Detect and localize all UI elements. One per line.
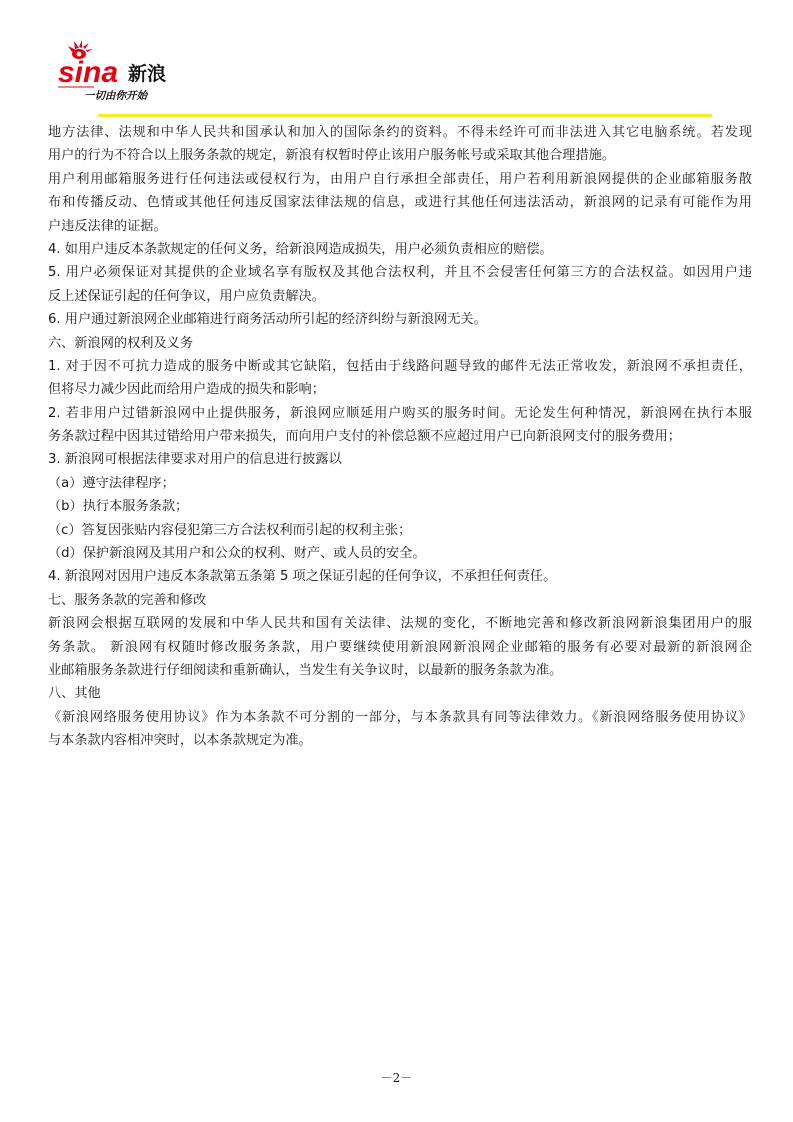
text-line: 反上述保证引起的任何争议，用户应负责解决。 [48,288,325,304]
text-line: 布和传播反动、色情或其他任何违反国家法律法规的信息，或进行其他任何违法活动，新浪网的记录有可能作为用 [48,195,752,211]
text-line: 《新浪网络服务使用协议》作为本条款不可分割的一部分，与本条款具有同等法律效力。《新浪网络服务使用协议》 [48,709,752,725]
text-line: 地方法律、法规和中华人民共和国承认和加入的国际条约的资料。不得未经许可而非法进入其它电脑系统。若发现 [48,125,752,140]
text-line: 1. 对于因不可抗力造成的服务中断或其它缺陷，包括由于线路问题导致的邮件无法正常收发，新浪网不承担责任， [48,358,752,374]
text-line: （a）遵守法律程序； [48,475,175,491]
sina-logo [54,38,194,108]
header-rule [98,114,712,117]
svg-text:新浪: 新浪 [128,63,167,85]
text-line: 八、其他 [48,686,101,702]
page-number: －2－ [380,1071,413,1085]
text-line: 但将尽力减少因此而给用户造成的损失和影响； [48,382,325,398]
text-line: （c）答复因张贴内容侵犯第三方合法权利而引起的权利主张； [48,522,412,538]
text-line: 3. 新浪网可根据法律要求对用户的信息进行披露以 [48,452,342,468]
document-body [48,121,752,753]
text-line: （d）保护新浪网及其用户和公众的权利、财产、或人员的安全。 [48,546,426,562]
svg-text:一切由你开始: 一切由你开始 [84,90,147,102]
text-line: 4. 新浪网对因用户违反本条款第五条第 5 项之保证引起的任何争议，不承担任何责任。 [48,569,557,585]
text-line: 用户利用邮箱服务进行任何违法或侵权行为，由用户自行承担全部责任，用户若利用新浪网提供的企业邮箱服务散 [48,171,752,187]
text-line: 2. 若非用户过错新浪网中止提供服务，新浪网应顺延用户购买的服务时间。无论发生何种情况，新浪网在执行本服 [48,405,752,421]
text-line: 6. 用户通过新浪网企业邮箱进行商务活动所引起的经济纠纷与新浪网无关。 [48,312,487,328]
text-line: 六、新浪网的权利及义务 [48,335,194,351]
text-line: 4. 如用户违反本条款规定的任何义务，给新浪网造成损失，用户必须负责相应的赔偿。 [48,241,553,257]
text-line: 用户的行为不符合以上服务条款的规定，新浪有权暂时停止该用户服务帐号或采取其他合理措施。 [48,148,616,164]
text-line: 务条款过程中因其过错给用户带来损失，而向用户支付的补偿总额不应超过用户已向新浪网支付的服务费用； [48,429,681,445]
text-line: 务条款。 新浪网有权随时修改服务条款，用户要继续使用新浪网新浪网企业邮箱的服务有必要对最新的新浪网企 [48,639,752,655]
text-line: （b）执行本服务条款； [48,499,189,515]
text-line: 业邮箱服务条款进行仔细阅读和重新确认，当发生有关争议时，以最新的服务条款为准。 [48,662,563,678]
sina-eye-icon [54,38,194,108]
svg-text:sina: sina [58,56,119,89]
text-line: 5. 用户必须保证对其提供的企业域名享有版权及其他合法权利，并且不会侵害任何第三方的合法权益。如因用户违 [48,265,752,281]
text-line: 与本条款内容相冲突时，以本条款规定为准。 [48,733,312,749]
text-line: 户违反法律的证据。 [48,218,167,234]
text-line: 七、服务条款的完善和修改 [48,592,207,608]
text-line: 新浪网会根据互联网的发展和中华人民共和国有关法律、法规的变化，不断地完善和修改新浪网新浪集团用户的服 [48,616,752,632]
